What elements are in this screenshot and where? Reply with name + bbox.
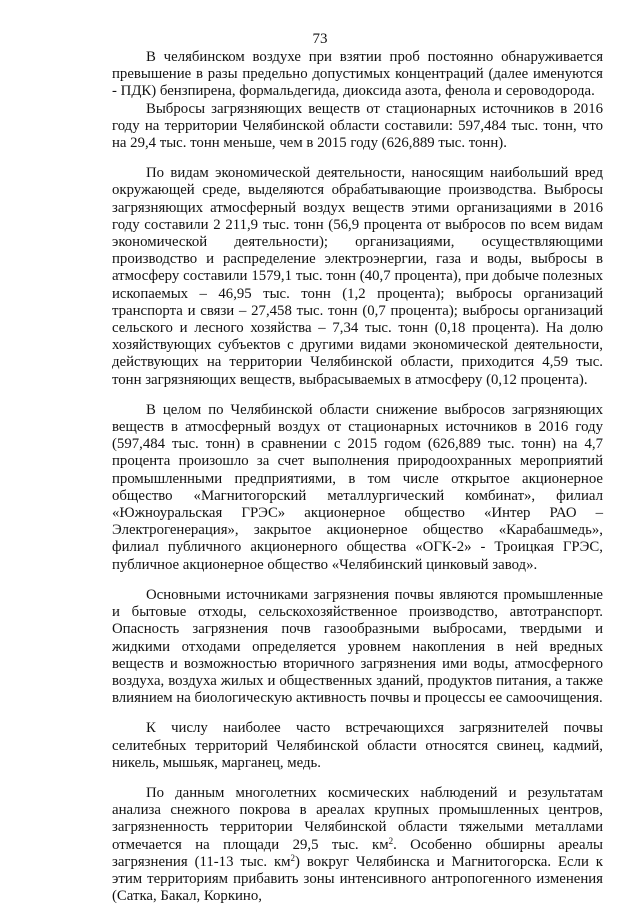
superscript-squared-2: 2	[290, 852, 296, 863]
paragraph-emission-reduction: В целом по Челябинской области снижение выбросов загрязняющих веществ в атмосферный воздух от стационарных источников в 2016 году (597,484 тыс. тонн) в сравнении с 2015 годом (626,889 тыс. тонн) на 4,7 процента произошло за счет выполнения природоохранных мероприятий промышленными предприятиями, в том числе открытое акционерное общество «Магнитогорский металлургический комбинат», филиал «Южноуральская ГРЭС» акционерное общество «Интер РАО – Электрогенерация», закрытое акционерное общество «Карабашмедь», филиал публичного акционерного общества «ОГК-2» - Троицкая ГРЭС, публичное акционерное общество «Челябинский цинковый завод».	[112, 401, 603, 573]
paragraph-heavy-metals	[112, 785, 603, 905]
heavy-metals-text-2: . Особенно обширны ареалы загрязнения (11-13 тыс. км	[112, 836, 603, 870]
heavy-metals-text-1: По данным многолетних космических наблюдений и результатам анализа снежного покрова в ареалах крупных промышленных центров, загрязненность территории Челябинской области тяжелыми металлами отмечается на площади 29,5 тыс. км	[112, 784, 603, 853]
paragraph-soil-pollution-sources: Основными источниками загрязнения почвы являются промышленные и бытовые отходы, сельскохозяйственное производство, автотранспорт. Опасность загрязнения почв газообразными выбросами, твердыми и жидкими отходами определяется уровнем накопления в ней вредных веществ и возможностью вторичного загрязнения ими воды, атмосферного воздуха, воздуха жилых и общественных зданий, продуктов питания, а также влиянием на биологическую активность почвы и процессы ее самоочищения.	[112, 586, 603, 707]
paragraph-air-quality: В челябинском воздухе при взятии проб постоянно обнаруживается превышение в разы предельно допустимых концентраций (далее именуются - ПДК) бензпирена, формальдегида, диоксида азота, фенола и сероводорода.	[112, 49, 603, 100]
heavy-metals-text-3: ) вокруг Челябинска и Магнитогорска. Если к этим территориям прибавить зоны интенсивного антропогенного изменения (Сатка, Бакал, Коркино,	[112, 853, 603, 905]
page-number: 73	[312, 31, 328, 47]
paragraph-stationary-emissions: Выбросы загрязняющих веществ от стационарных источников в 2016 году на территории Челябинской области составили: 597,484 тыс. тонн, что на 29,4 тыс. тонн меньше, чем в 2015 году (626,889 тыс. тонн).	[112, 100, 603, 152]
superscript-squared-1: 2	[388, 835, 394, 846]
paragraph-emissions-by-activity: По видам экономической деятельности, наносящим наибольший вред окружающей среде, выделяются обрабатывающие производства. Выбросы загрязняющих атмосферный воздух веществ этими организациями в 2016 году составили 2 211,9 тыс. тонн (56,9 процента от выбросов по всем видам экономической деятельности); организациями, осуществляющими производство и распределение электроэнергии, газа и воды, выбросы в атмосферу составили 1579,1 тыс. тонн (40,7 процента), при добыче полезных ископаемых – 46,95 тыс. тонн (1,2 процента); выбросы организаций транспорта и связи – 27,458 тыс. тонн (0,7 процента); выбросы организаций сельского и лесного хозяйства – 7,34 тыс. тонн (0,18 процента). На долю хозяйствующих субъектов с другими видами экономической деятельности, действующих на территории Челябинской области, приходится 4,59 тыс. тонн загрязняющих веществ, выбрасываемых в атмосферу (0,12 процента).	[112, 165, 603, 388]
page-body	[112, 49, 603, 905]
paragraph-soil-pollutants: К числу наиболее часто встречающихся загрязнителей почвы селитебных территорий Челябинской области относятся свинец, кадмий, никель, мышьяк, марганец, медь.	[112, 720, 603, 771]
